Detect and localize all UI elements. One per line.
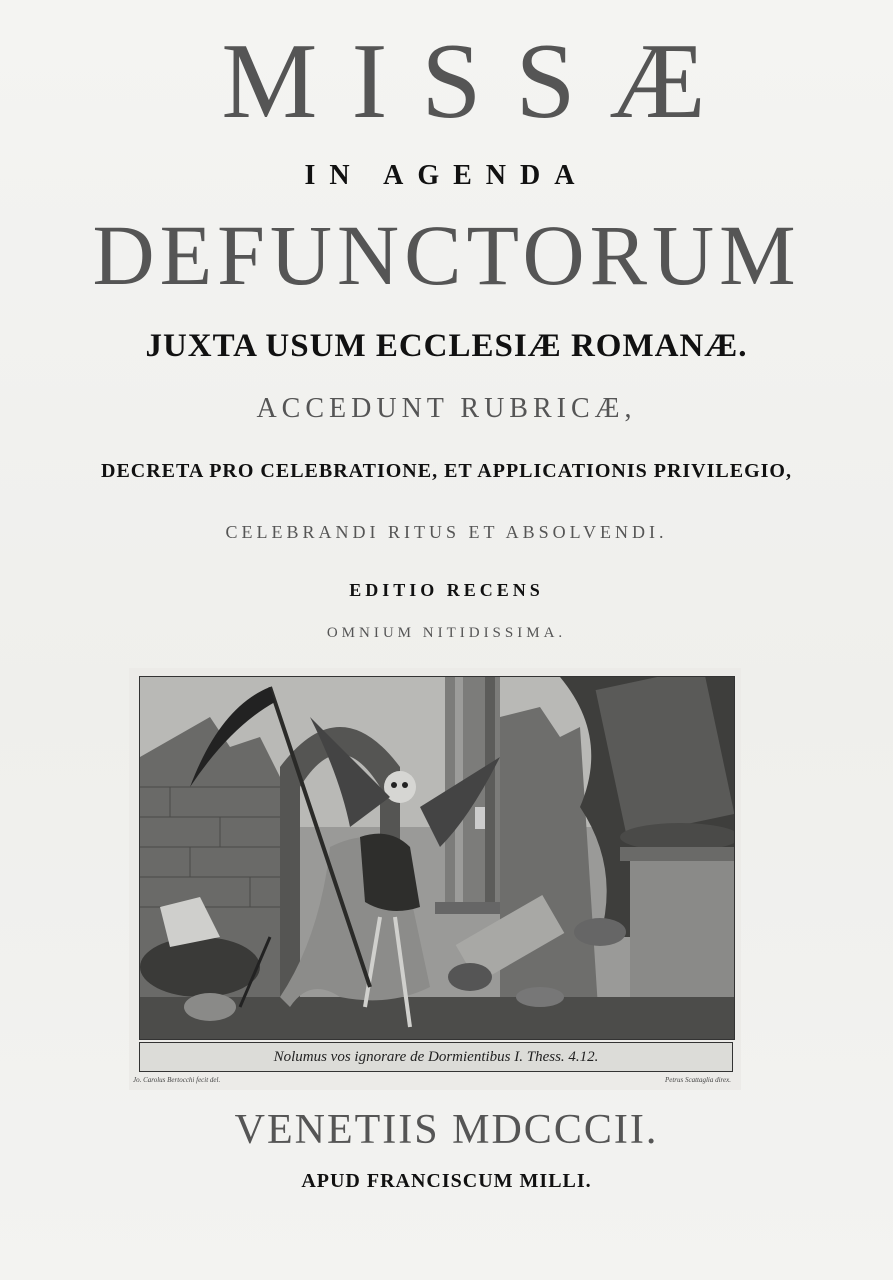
subtitle-in-agenda: IN AGENDA (304, 160, 589, 191)
plate-motto: Nolumus vos ignorare de Dormientibus I. Thess. 4.12. (139, 1042, 733, 1072)
plate-credit-left: Jo. Carolus Bertocchi fecit del. (133, 1076, 221, 1084)
death-allegory-illustration (140, 677, 734, 1039)
engraving-image (139, 676, 735, 1040)
line-juxta-usum: JUXTA USUM ECCLESIÆ ROMANÆ. (145, 328, 748, 364)
plate-credit-right: Petrus Scattaglia direx. (664, 1076, 731, 1084)
title-missae: MISSÆ (221, 22, 740, 141)
line-decreta: DECRETA PRO CELEBRATIONE, ET APPLICATIONIS PRIVILEGIO, (101, 460, 792, 482)
imprint-publisher: APUD FRANCISCUM MILLI. (301, 1170, 592, 1192)
engraving-plate (129, 668, 741, 1090)
line-editio-recens: EDITIO RECENS (349, 580, 544, 600)
line-omnium: OMNIUM NITIDISSIMA. (326, 625, 567, 641)
title-defunctorum: DEFUNCTORUM (92, 207, 801, 303)
line-accedunt: ACCEDUNT RUBRICÆ, (256, 393, 637, 424)
line-celebrandi: CELEBRANDI RITUS ET ABSOLVENDI. (225, 522, 668, 542)
imprint-place-date: VENETIIS MDCCCII. (234, 1107, 659, 1153)
